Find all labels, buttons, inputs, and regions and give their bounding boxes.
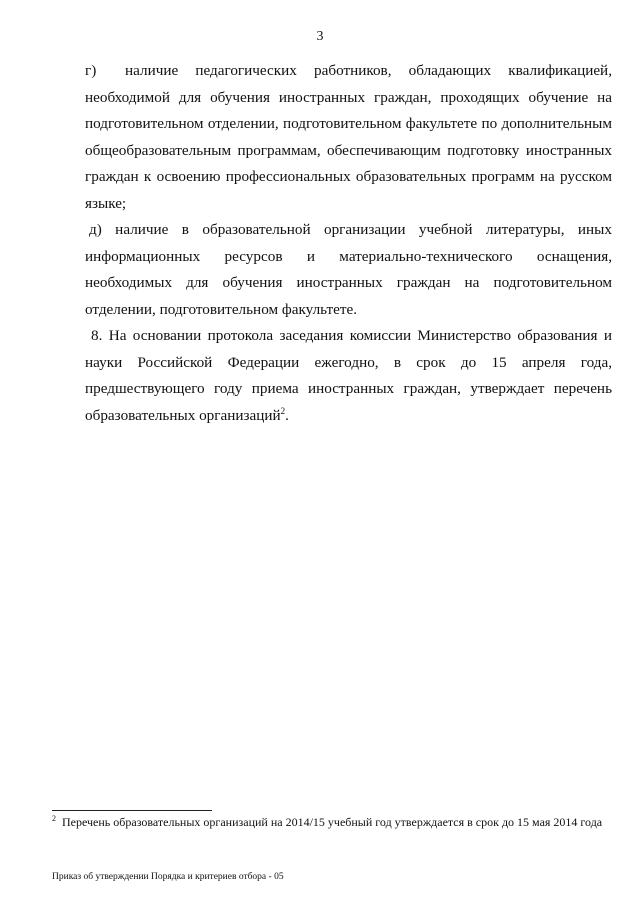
paragraph-8: [85, 323, 612, 429]
footnote-text: Перечень образовательных организаций на 2014/15 учебный год утверждается в срок до 15 мая 2014 года: [62, 815, 603, 829]
paragraph-8-end: .: [285, 406, 289, 424]
footnote-separator: [52, 810, 212, 811]
page-number: 3: [316, 29, 324, 44]
footnote-reference[interactable]: 2: [280, 405, 286, 416]
document-body: [85, 58, 612, 429]
footnote: [52, 814, 612, 830]
paragraph-8-text: 8. На основании протокола заседания комиссии Министерство образования и науки Российской Федерации ежегодно, в срок до 15 апреля года, предшествующего году приема иностранных граждан, утверждает перечень образовательных организаций: [85, 327, 612, 424]
paragraph-g: [85, 58, 612, 217]
page-footer: Приказ об утверждении Порядка и критериев отбора - 05: [52, 872, 284, 882]
footnote-marker: 2: [52, 814, 56, 823]
paragraph-g-text: наличие педагогических работников, обладающих квалификацией, необходимой для обучения иностранных граждан, проходящих обучение на подготовительном отделении, подготовительном факультете по дополнительным общеобразовательным программам, обеспечивающим подготовку иностранных граждан к освоению профессиональных образовательных программ на русском языке;: [85, 62, 612, 212]
paragraph-d: [85, 217, 612, 323]
paragraph-d-text: д) наличие в образовательной организации учебной литературы, иных информационных ресурсов и материально-технического оснащения, необходимых для обучения иностранных граждан на подготовительном отделении, подготовительном факультете.: [85, 221, 612, 318]
list-marker-g: г): [85, 62, 97, 79]
